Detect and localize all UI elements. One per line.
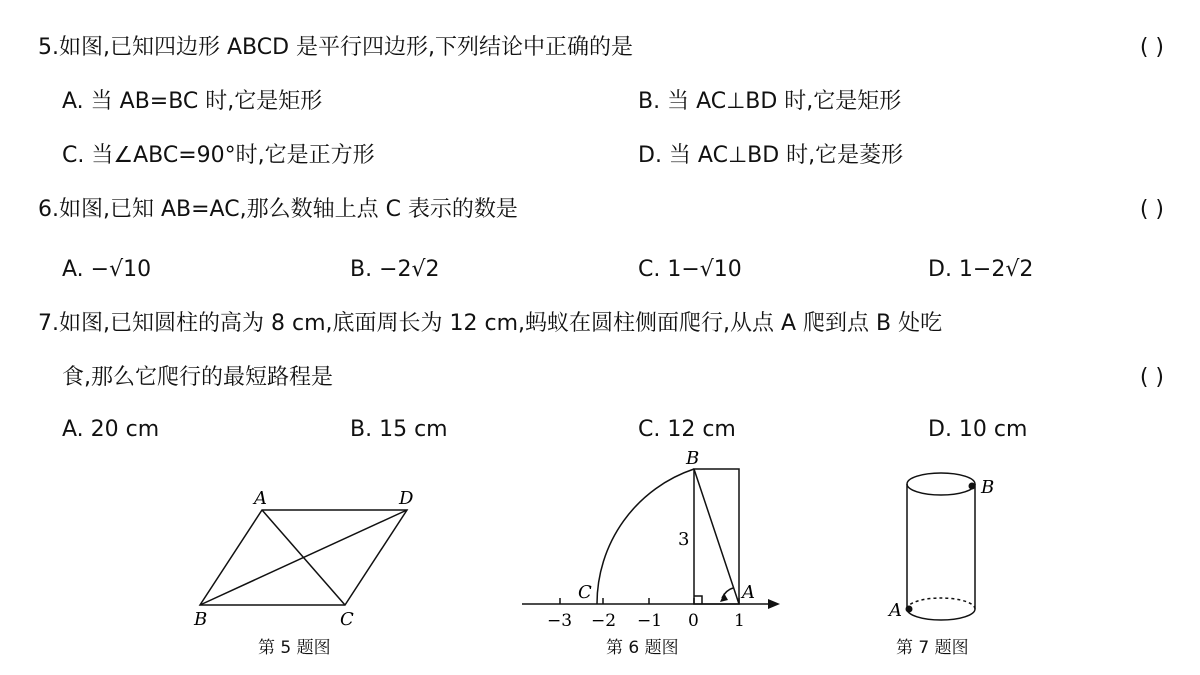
fig6-tick-label-1: 1 bbox=[734, 611, 745, 631]
q6-option-d: D. 1−2√2 bbox=[928, 257, 1034, 282]
fig6-label-b: B bbox=[686, 448, 700, 469]
figure-7-cylinder bbox=[907, 473, 975, 620]
axis-arrow bbox=[768, 599, 780, 609]
fig6-label-a: A bbox=[742, 582, 755, 603]
q7-option-c: C. 12 cm bbox=[638, 417, 736, 442]
fig6-tick-label-0: 0 bbox=[688, 611, 699, 631]
q6-option-b: B. −2√2 bbox=[350, 257, 440, 282]
fig6-height-label: 3 bbox=[678, 529, 690, 550]
q7-option-d: D. 10 cm bbox=[928, 417, 1028, 442]
fig6-tick-label-minus-1: −1 bbox=[637, 611, 663, 631]
fig6-label-c: C bbox=[578, 582, 592, 603]
point-b-dot bbox=[969, 483, 976, 490]
arc-arrow-head bbox=[720, 593, 728, 602]
fig6-tick-label-minus-2: −2 bbox=[591, 611, 617, 631]
cylinder-top bbox=[907, 473, 975, 495]
fig5-label-d: D bbox=[399, 488, 414, 509]
fig7-label-b: B bbox=[981, 477, 995, 498]
fig5-label-c: C bbox=[340, 609, 354, 630]
segment-ab bbox=[694, 469, 739, 604]
q7-option-a: A. 20 cm bbox=[62, 417, 160, 442]
q7-option-b: B. 15 cm bbox=[350, 417, 448, 442]
q5-option-a: A. 当 AB=BC 时,它是矩形 bbox=[62, 89, 323, 114]
q5-option-d: D. 当 AC⊥BD 时,它是菱形 bbox=[638, 143, 904, 168]
q5-option-c: C. 当∠ABC=90°时,它是正方形 bbox=[62, 143, 375, 168]
cylinder-bottom-front bbox=[907, 609, 975, 620]
fig5-label-b: B bbox=[194, 609, 208, 630]
figure-6-caption: 第 6 题图 bbox=[606, 638, 679, 658]
fig7-label-a: A bbox=[889, 600, 902, 621]
q6-option-a: A. −√10 bbox=[62, 257, 152, 282]
question-6-answer-paren: ( ) bbox=[1139, 197, 1164, 222]
question-5-stem: 5.如图,已知四边形 ABCD 是平行四边形,下列结论中正确的是 bbox=[38, 35, 634, 60]
q6-option-c: C. 1−√10 bbox=[638, 257, 742, 282]
figure-7-caption: 第 7 题图 bbox=[896, 638, 969, 658]
figure-5-parallelogram bbox=[200, 510, 407, 605]
fig6-tick-label-minus-3: −3 bbox=[547, 611, 573, 631]
question-7-stem-line1: 7.如图,已知圆柱的高为 8 cm,底面周长为 12 cm,蚂蚁在圆柱侧面爬行,从点 A 爬到点 B 处吃 bbox=[38, 311, 943, 336]
cylinder-bottom-back bbox=[907, 598, 975, 609]
right-angle-mark bbox=[694, 596, 702, 604]
question-6-stem: 6.如图,已知 AB=AC,那么数轴上点 C 表示的数是 bbox=[38, 197, 518, 222]
point-a-dot bbox=[906, 606, 913, 613]
q5-option-b: B. 当 AC⊥BD 时,它是矩形 bbox=[638, 89, 902, 114]
question-7-stem-line2: 食,那么它爬行的最短路程是 bbox=[62, 365, 333, 390]
question-7-answer-paren: ( ) bbox=[1139, 365, 1164, 390]
figure-5-caption: 第 5 题图 bbox=[258, 638, 331, 658]
fig5-label-a: A bbox=[254, 488, 267, 509]
question-5-answer-paren: ( ) bbox=[1139, 35, 1164, 60]
